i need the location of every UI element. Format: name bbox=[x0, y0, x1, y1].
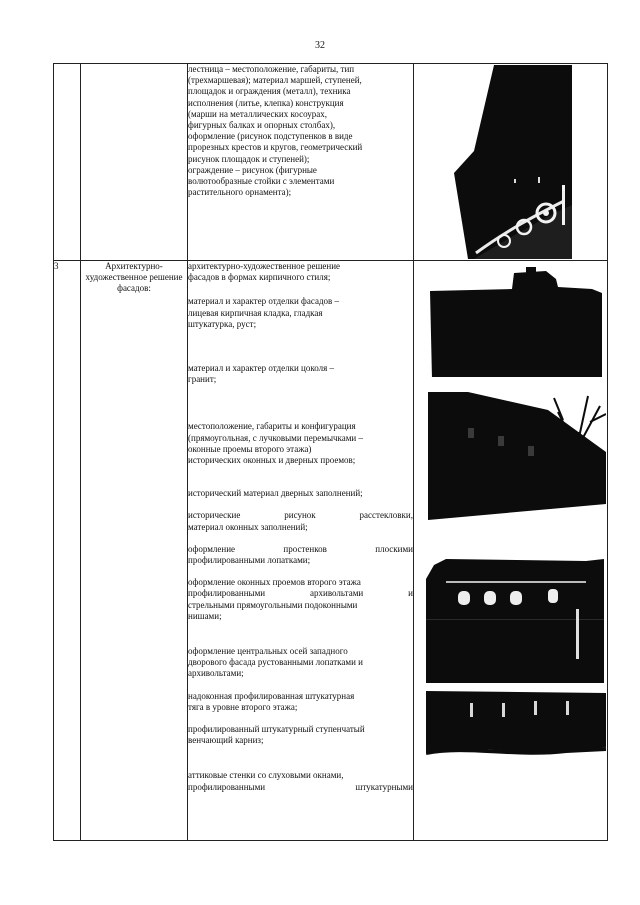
item-line: тяга в уровне второго этажа; bbox=[188, 701, 298, 712]
item-line: нишами; bbox=[188, 610, 222, 621]
item-line: оконные проемы второго этажа) bbox=[188, 443, 312, 454]
item-line: исторический материал дверных заполнений; bbox=[188, 488, 363, 499]
description-line: (марши на металлических косоурах, bbox=[188, 108, 328, 119]
item-line: стрельными прямоугольными подоконными bbox=[188, 599, 358, 610]
item-line: исторических оконных и дверных проемов; bbox=[188, 455, 356, 466]
item-line: материал и характер отделки фасадов – bbox=[188, 296, 340, 307]
item-line: материал оконных заполнений; bbox=[188, 521, 308, 532]
item-line: дворового фасада рустованными лопатками и bbox=[188, 657, 363, 668]
item-openings bbox=[188, 421, 413, 466]
row2-image-cell bbox=[414, 261, 608, 841]
row-number: 3 bbox=[54, 261, 81, 841]
row1-name-cell bbox=[81, 64, 188, 261]
row2-description-cell bbox=[188, 261, 414, 841]
staircase-photo bbox=[454, 65, 572, 259]
item-line: венчающий карниз; bbox=[188, 735, 264, 746]
item-line: профилированными лопатками; bbox=[188, 555, 311, 566]
item-line: архивольтами; bbox=[188, 668, 244, 679]
item-piers bbox=[188, 544, 413, 566]
item-line: архитектурно-художественное решение bbox=[188, 261, 341, 271]
description-line: площадок и ограждения (металл), техника bbox=[188, 86, 351, 97]
description-line: прорезных крестов и кругов, геометрический bbox=[188, 142, 363, 153]
facade-photo bbox=[426, 265, 602, 385]
facade-tree-photo bbox=[428, 392, 606, 520]
item-line: оформление оконных проемов второго этажа bbox=[188, 577, 361, 588]
item-line: фасадов в формах кирпичного стиля; bbox=[188, 272, 331, 283]
row1-number-cell bbox=[54, 64, 81, 261]
item-line: оформление простенков плоскими bbox=[188, 543, 413, 554]
description-line: ограждение – рисунок (фигурные bbox=[188, 164, 317, 175]
description-line: фигурных балках и опорных столбах), bbox=[188, 120, 336, 131]
row1-description-cell bbox=[188, 64, 414, 261]
page-number: 32 bbox=[315, 40, 325, 51]
item-line: исторические рисунок расстекловки, bbox=[188, 510, 413, 521]
item-line: надоконная профилированная штукатурная bbox=[188, 690, 355, 701]
item-facade-finish bbox=[188, 296, 413, 330]
item-line: материал и характер отделки цоколя – bbox=[188, 363, 335, 374]
windows-photo bbox=[426, 559, 604, 683]
item-line: местоположение, габариты и конфигурация bbox=[188, 421, 356, 432]
row1-image-cell bbox=[414, 64, 608, 261]
item-crowning-cornice bbox=[188, 724, 413, 746]
description-line: оформление (рисунок подступенков в виде bbox=[188, 131, 353, 142]
item-door-material bbox=[188, 488, 413, 499]
item-facade-style bbox=[188, 261, 413, 283]
item-line: оформление центральных осей западного bbox=[188, 646, 348, 657]
description-line: (трехмаршевая); материал маршей, ступеней, bbox=[188, 75, 362, 86]
item-line: гранит; bbox=[188, 374, 217, 385]
item-window-archivolts bbox=[188, 577, 413, 622]
item-line: аттиковые стенки со слуховыми окнами, bbox=[188, 770, 344, 781]
description-line: лестница – местоположение, габариты, тип bbox=[188, 64, 355, 74]
item-line: профилированными штукатурными bbox=[188, 781, 413, 792]
item-line: профилированными архивольтами и bbox=[188, 588, 413, 599]
item-central-axes bbox=[188, 646, 413, 680]
row-title: Архитектурно-художественное решение фасадов: bbox=[81, 261, 188, 841]
description-line: рисунок площадок и ступеней); bbox=[188, 153, 310, 164]
table-row-staircase bbox=[54, 64, 608, 261]
table-row-facades bbox=[54, 261, 608, 841]
item-window-glazing bbox=[188, 510, 413, 532]
item-attic-walls bbox=[188, 770, 413, 792]
yard-facade-photo bbox=[426, 691, 606, 779]
item-line: профилированный штукатурный ступенчатый bbox=[188, 724, 365, 735]
item-plinth-finish bbox=[188, 363, 413, 385]
description-line: исполнения (литье, клепка) конструкция bbox=[188, 97, 344, 108]
document-table bbox=[53, 63, 608, 841]
item-window-cornice bbox=[188, 691, 413, 713]
description-line: растительного орнамента); bbox=[188, 187, 292, 198]
item-line: лицевая кирпичная кладка, гладкая bbox=[188, 307, 323, 318]
item-line: штукатурка, руст; bbox=[188, 318, 257, 329]
item-line: (прямоугольная, с лучковыми перемычками – bbox=[188, 432, 364, 443]
description-line: волютообразные стойки с элементами bbox=[188, 176, 335, 187]
